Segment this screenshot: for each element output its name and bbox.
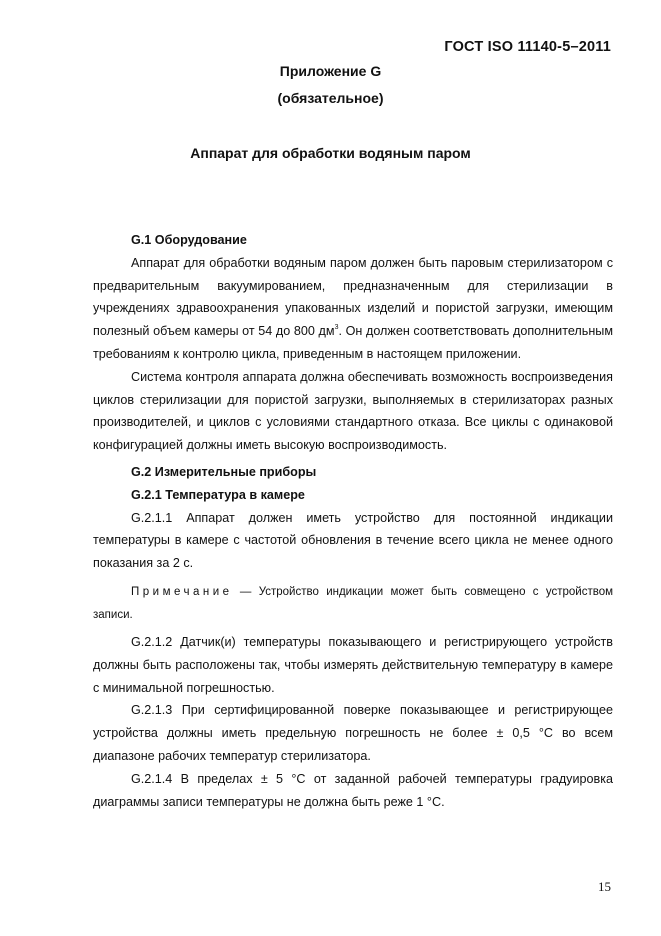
section-g21-heading: G.2.1 Температура в камере xyxy=(131,487,305,502)
standard-code: ГОСТ ISO 11140-5–2011 xyxy=(444,39,611,55)
note-label: Примечание xyxy=(131,585,233,598)
clause-g213: G.2.1.3 При сертифицированной поверке показывающее и регистрирующее устройства должны иметь предельную погрешность не более ± 0,5 °С во всем диапазоне рабочих температур стерилизатора. xyxy=(93,703,613,763)
page-number: 15 xyxy=(598,879,611,894)
superscript-3: 3 xyxy=(334,324,339,332)
g1-p1-text: Аппарат для обработки водяным паром должен быть паровым стерилизатором с предварительным вакуумированием, предназначенным для стерилизации в учреждениях здравоохранения упакованных изделий и пористой загрузки, имеющим полезный объем камеры от 54 до 800 дм xyxy=(93,255,613,339)
section-g1-paragraph-1 xyxy=(93,252,613,366)
annex-heading: Аппарат для обработки водяным паром xyxy=(190,145,471,161)
section-g1-heading: G.1 Оборудование xyxy=(131,233,247,247)
annex-title: Приложение G xyxy=(279,63,382,79)
section-g1-paragraph-2: Система контроля аппарата должна обеспечивать возможность воспроизведения циклов стерилизации для пористой загрузки, выполняемых в стерилизаторах разных производителей, и циклов с условиями стандартного отказа. Все циклы с одинаковой конфигурацией должны иметь высокую воспроизводимость. xyxy=(93,369,613,453)
g1-p1-text-end: . Он должен соответствовать дополнительным требованиям к контролю цикла, приведенным в настоящем приложении. xyxy=(93,324,613,361)
section-g2-heading: G.2 Измерительные приборы xyxy=(131,464,317,479)
annex-kind: (обязательное) xyxy=(277,90,384,106)
clause-g211: G.2.1.1 Аппарат должен иметь устройство для постоянной индикации температуры в камере с частотой обновления в течение всего цикла не менее одного показания за 2 с. xyxy=(93,510,613,571)
clause-g214: G.2.1.4 В пределах ± 5 °С от заданной рабочей температуры градуировка диаграммы записи температуры не должна быть реже 1 °С. xyxy=(93,771,613,809)
note-text: — Устройство индикации может быть совмещено с устройством записи. xyxy=(93,585,613,621)
note xyxy=(93,581,613,627)
document-body xyxy=(93,229,613,813)
clause-g212: G.2.1.2 Датчик(и) температуры показывающего и регистрирующего устройств должны быть расположены так, чтобы измерять действительную температуру в камере с минимальной погрешностью. xyxy=(93,634,613,695)
